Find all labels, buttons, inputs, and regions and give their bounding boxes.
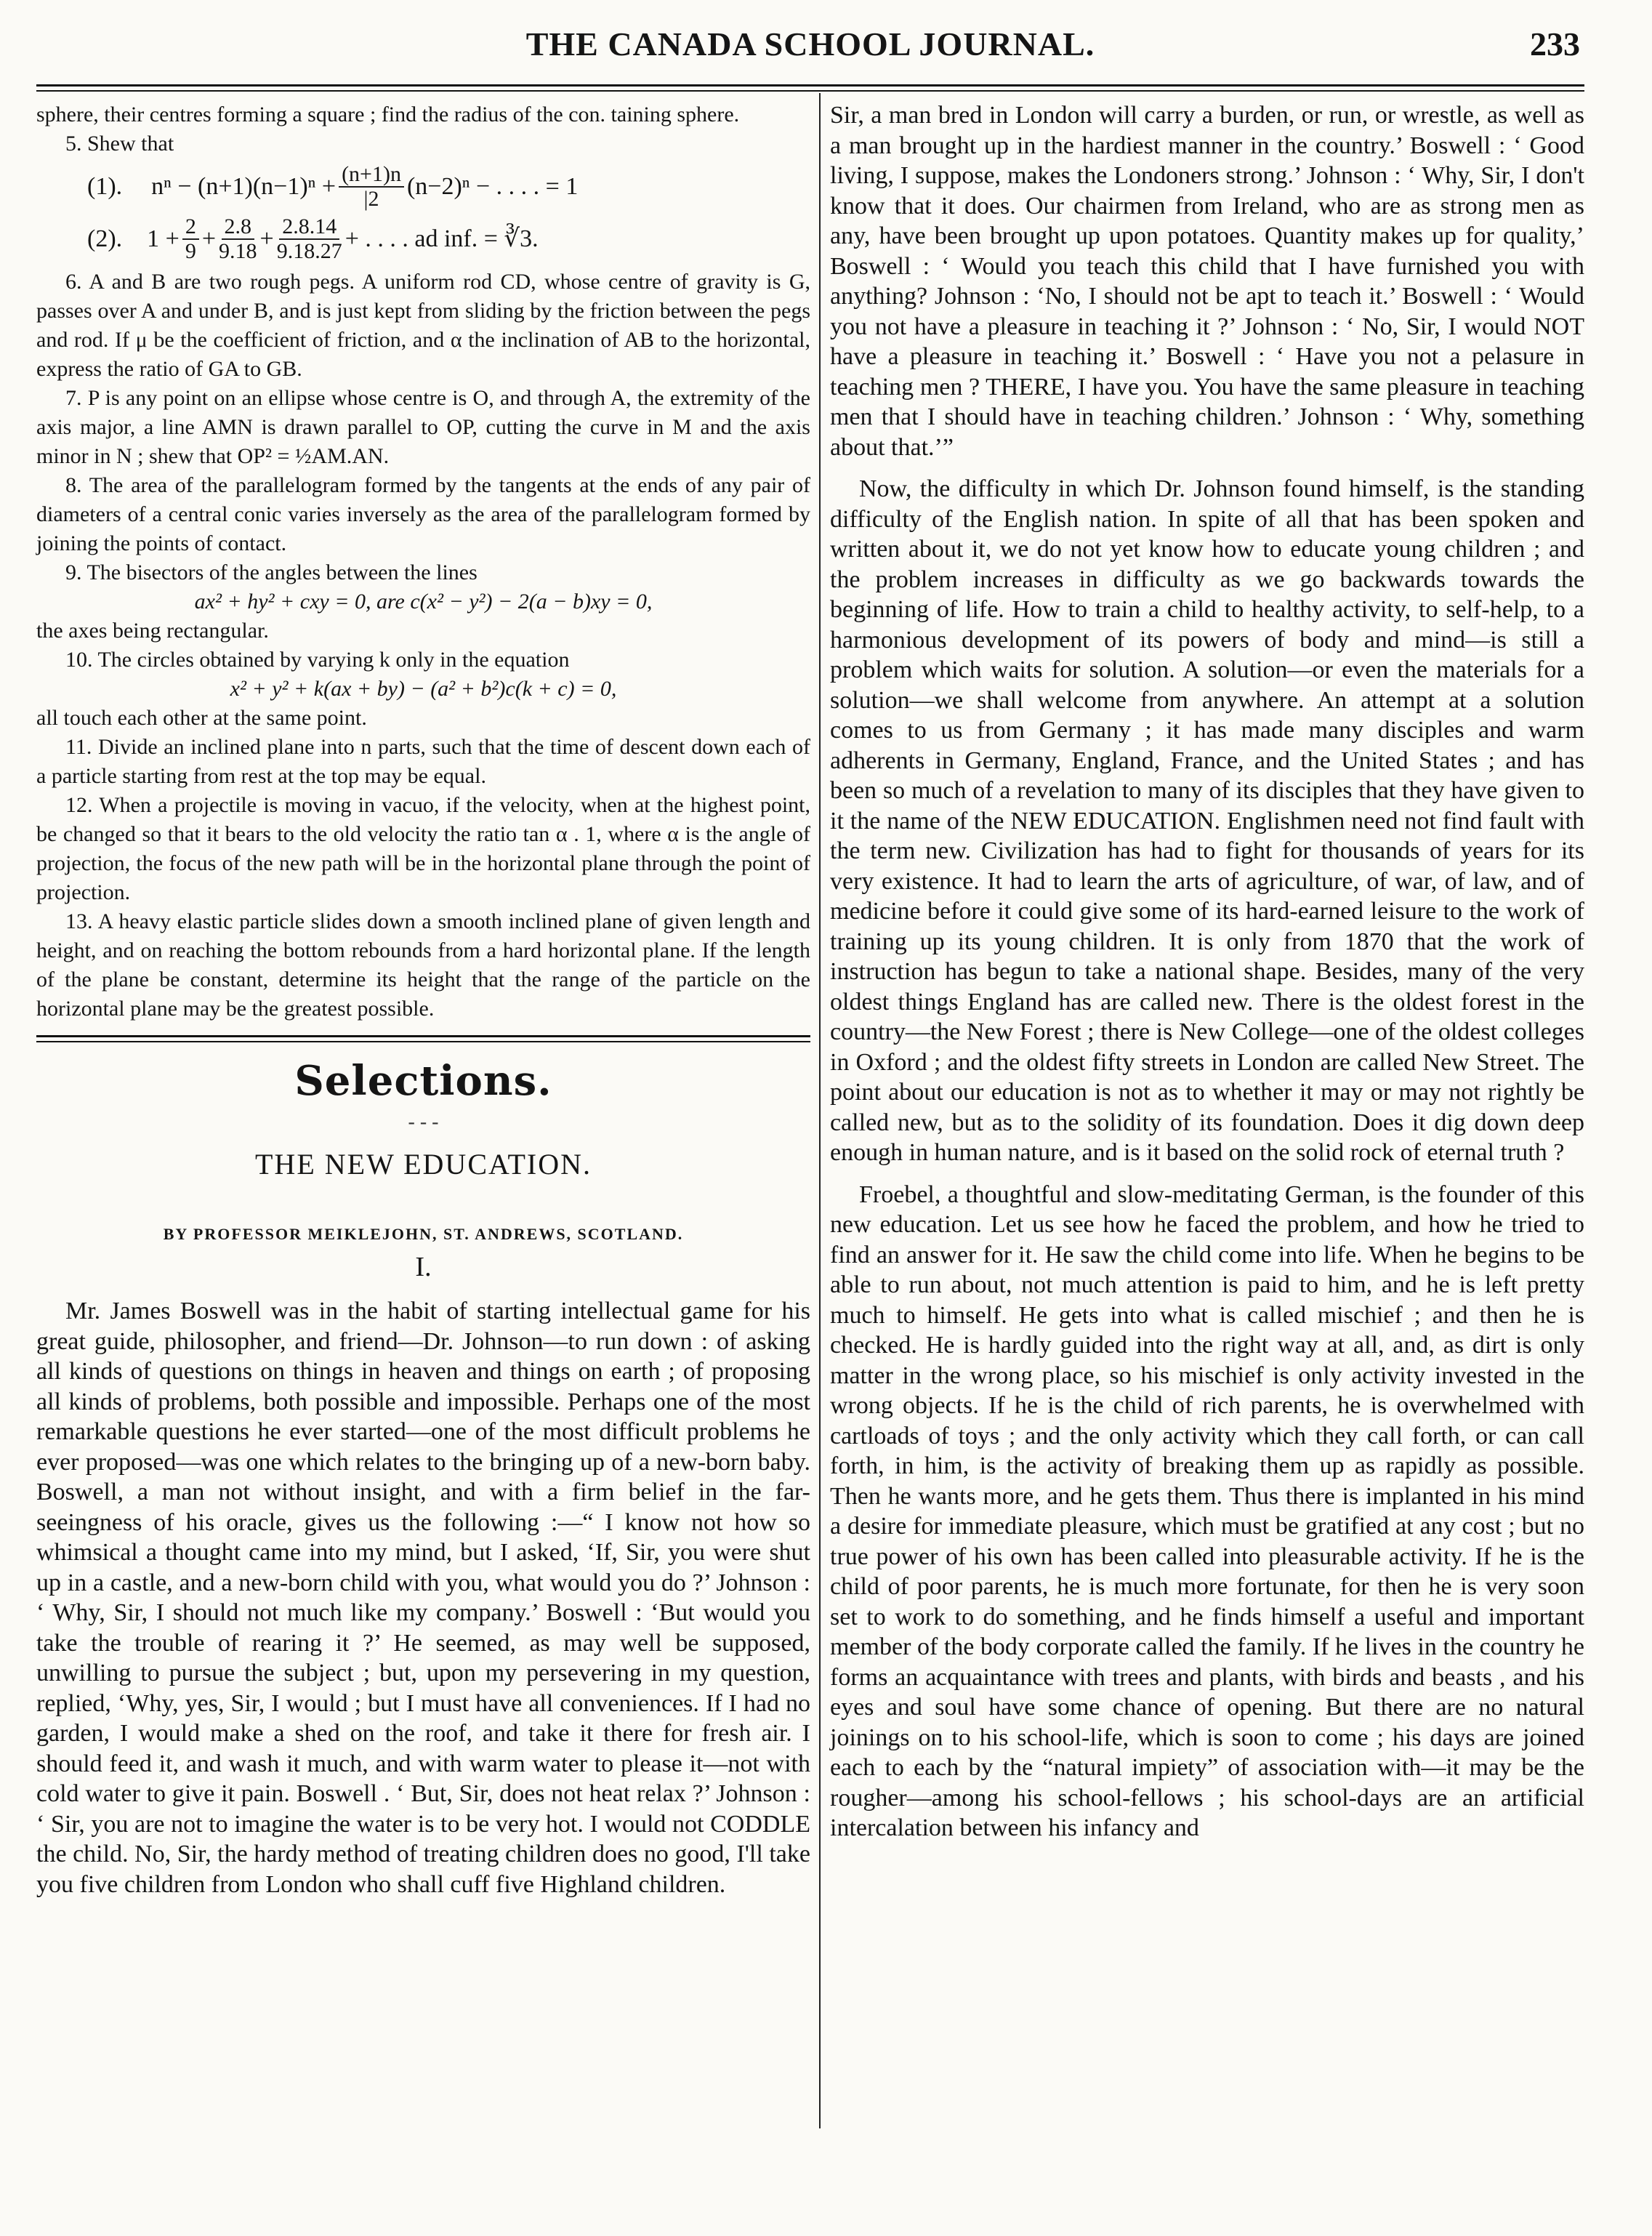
problem-7: 7. P is any point on an ellipse whose centre is O, and through A, the extremity of the axis major, a line AMN is drawn parallel to OP, cutting the curve in M and the axis minor in N ; shew that OP² = ½AM.AN. [36, 386, 810, 468]
fraction-numerator: (n+1)n [339, 163, 404, 188]
article-paragraph-continued: Sir, a man bred in London will carry a burden, or run, or wrestle, as well as a man brought up in the hardiest manner in the country.’ Boswell : ‘ Good living, I suppose, makes the Londoners strong.’ Johnson : ‘ Why, Sir, I don't know that it does. Our chairmen from Ireland, who are as strong men as any, have been brought up upon potatoes. Quantity makes up for quality,’ Boswell : ‘ Would you teach this child that I have furnished you with anything? Johnson : ‘No, I should not be apt to teach it.’ Boswell : ‘ Would you not have a pleasure in teaching it ?’ Johnson : ‘ No, Sir, I would NOT have a pleasure in teaching it.’ Boswell : ‘ Have you not a pelasure in teaching men ? THERE, I have you. You have the same pleasure in teaching men that I should have in teaching children.’ Johnson : ‘ Why, something about that.’” [830, 102, 1584, 461]
equation-2-lead: 1 + [147, 225, 180, 252]
equation-1-lead: nⁿ − (n+1)(n−1)ⁿ + [151, 173, 337, 200]
fraction-numerator: 2.8.14 [279, 215, 339, 240]
fraction-3 [277, 215, 342, 263]
problem-13: 13. A heavy elastic particle slides down a smooth inclined plane of given length and height, and on reaching the bottom rebounds from a hard horizontal plane. If the length of the plane be constant, determine its height that the range of the particle on the horizontal plane may be the greatest possible. [36, 909, 810, 1021]
problem-8: 8. The area of the parallelogram formed by the tangents at the ends of any pair of diameters of a central conic varies inversely as the area of the parallelogram formed by joining the points of contact. [36, 473, 810, 555]
right-column [830, 100, 1584, 1843]
equation-2: (2). 1 + $\frac{2}{9}$ + $\frac{2.8}{9.18}$ + $\frac{2.8.14}{9.18.27}$ + . . . . ad inf. = ∛3. [87, 214, 539, 263]
problem-11: 11. Divide an inclined plane into n parts, such that the time of descent down each of a particle starting from rest at the top may be equal. [36, 735, 810, 788]
problem-9-end: the axes being rectangular. [36, 619, 269, 643]
problem-5-label: 5. Shew that [65, 132, 174, 156]
section-double-rule [36, 1035, 810, 1042]
article-paragraph-1: Mr. James Boswell was in the habit of starting intellectual game for his great guide, philosopher, and friend—Dr. Johnson—to run down : of asking all kinds of questions on things in heaven and things on earth ; of proposing all kinds of problems, both possible and impossible. Perhaps one of the most remarkable questions he ever started—one of the most difficult problems he ever proposed—was one which relates to the bringing up of a new-born baby. Boswell, a man not without insight, and with a firm belief in the far-seeingness of his oracle, gives us the following :—“ I know not how so whimsical a thought came into my mind, but I asked, ‘If, Sir, you were shut up in a castle, and a new-born child with you, what would you do ?’ Johnson : ‘ Why, Sir, I should not much like my company.’ Boswell : ‘But would you take the trouble of rearing it ?’ He seemed, as may well be supposed, unwilling to pursue the subject ; but, upon my persevering in my question, replied, ‘Why, yes, Sir, I would ; but I must have all conveniences. If I had no garden, I would make a shed on the roof, and take it there for fresh air. I should feed it, and wash it much, and with warm water to please it—not with cold water to give it pain. Boswell . ‘ But, Sir, does not heat relax ?’ Johnson : ‘ Sir, you are not to imagine the water is to be very hot. I would not CODDLE the child. No, Sir, the hardy method of treating children does no good, I'll take you five children from London who shall cuff five Highland children. [36, 1298, 810, 1898]
problem-12: 12. When a projectile is moving in vacuo, if the velocity, when at the highest point, be changed so that it bears to the old velocity the ratio tan α . 1, where α is the angle of projection, the focus of the new path will be in the horizontal plane through the point of projection. [36, 793, 810, 904]
section-title: Selections. [294, 1057, 552, 1105]
article-byline: BY PROFESSOR MEIKLEJOHN, ST. ANDREWS, SCOTLAND. [163, 1225, 684, 1243]
article-paragraph-3: Froebel, a thoughtful and slow-meditating German, is the founder of this new education. Let us see how he faced the problem, and how he tried to find an answer for it. He saw the child come into life. When he begins to be able to run about, not much attention is paid to him, and he is left pretty much to himself. He gets into what is called mischief ; and then he is checked. He is hardly guided into the right way at all, and, as dirt is only matter in the wrong place, so his mischief is only activity invested in the wrong objects. If he is the child of rich parents, he is overwhelmed with cartloads of toys ; and the only activity which they call forth, or can call forth, in him, is the activity of breaking them up as rapidly as possible. Then he wants more, and he gets them. Thus there is implanted in his mind a desire for immediate pleasure, which must be gratified at any cost ; but no true power of his own has been called into pleasurable activity. If he is the child of poor parents, he is much more fortunate, for then he is very soon set to work to do something, and he finds himself a useful and important member of the body corporate called the family. If he lives in the country he forms an acquaintance with trees and plants, with birds and beasts , and his eyes and soul have some chance of opening. But there are no natural joinings on to his school-life, which is soon to come ; his days are joined each to each by the “natural impiety” of association with—it may be the rougher—among his school-fellows ; his school-days are an artificial intercalation between his infancy and [830, 1181, 1584, 1841]
problem-6: 6. A and B are two rough pegs. A uniform rod CD, whose centre of gravity is G, passes over A and under B, and is just kept from sliding by the friction between the pegs and rod. If μ be the coefficient of friction, and α the inclination of AB to the horizontal, express the ratio of GA to GB. [36, 270, 810, 381]
page-header [36, 0, 1584, 86]
problem-10-equation: x² + y² + k(ax + by) − (a² + b²)c(k + c) = 0, [230, 677, 617, 701]
equation-1 [87, 163, 810, 211]
problem-4-continued: sphere, their centres forming a square ; find the radius of the con. taining sphere. [36, 102, 740, 126]
problem-10: 10. The circles obtained by varying k only in the equation [65, 648, 570, 672]
equation-2-label: (2). [87, 225, 123, 252]
fraction-numerator: 2.8 [222, 215, 255, 240]
fraction-denominator: 9.18 [219, 239, 257, 263]
section-dashes: - - - [408, 1111, 439, 1133]
journal-title: THE CANADA SCHOOL JOURNAL. [525, 25, 1095, 63]
column-divider [819, 93, 821, 2128]
problem-9-equation: ax² + hy² + cxy = 0, are c(x² − y²) − 2(a − b)xy = 0, [194, 590, 653, 614]
fraction-2 [219, 215, 257, 263]
problem-10-end: all touch each other at the same point. [36, 706, 367, 730]
problem-9: 9. The bisectors of the angles between the lines [65, 560, 478, 584]
fraction-denominator: 9.18.27 [276, 239, 342, 263]
left-column [36, 100, 810, 1899]
header-double-rule [36, 84, 1584, 92]
article-title: THE NEW EDUCATION. [255, 1148, 592, 1181]
equation-1-fraction [339, 163, 404, 211]
equation-1-tail: (n−2)ⁿ − . . . . = 1 [406, 173, 579, 200]
article-part-number: I. [415, 1252, 432, 1282]
equation-2-tail: + . . . . ad inf. = ∛3. [344, 225, 539, 252]
page-number: 233 [1530, 25, 1580, 63]
fraction-denominator: 9 [185, 239, 196, 263]
equation-1-label: (1). [87, 173, 123, 200]
article-paragraph-2: Now, the difficulty in which Dr. Johnson found himself, is the standing difficulty of the English nation. In spite of all that has been spoken and written about it, we do not yet know how to educate young children ; and the problem increases in difficulty as we go backwards towards the beginning of life. How to train a child to healthy activity, to self-help, to a harmonious development of its powers of body and mind—is still a problem which waits for solution. A solution—or even the materials for a solution—we shall welcome from anywhere. An attempt at a solution comes to us from Germany ; it has made many disciples and warm adherents in Germany, England, France, and the United States ; and has been so much of a revelation to many of its disciples that they have given to it the name of the NEW EDUCATION. Englishmen need not find fault with the term new. Civilization has had to fight for thousands of years for its very existence. It had to learn the arts of agriculture, of war, of law, and of medicine before it could give some of its hard-earned leisure to the work of training up its young children. It is only from 1870 that the work of instruction has begun to take a national shape. Besides, many of the very oldest things England has are called new. There is the oldest forest in the country—the New Forest ; there is New College—one of the oldest colleges in Oxford ; and the oldest fifty streets in London are called New Street. The point about our education is not as to whether it may or may not rightly be called new, but as to the solidity of its foundation. Does it dig down deep enough in human nature, and is it based on the solid rock of eternal truth ? [830, 475, 1584, 1166]
fraction-denominator: |2 [363, 187, 379, 211]
fraction-numerator: 2 [182, 215, 199, 240]
fraction-1 [182, 215, 199, 263]
